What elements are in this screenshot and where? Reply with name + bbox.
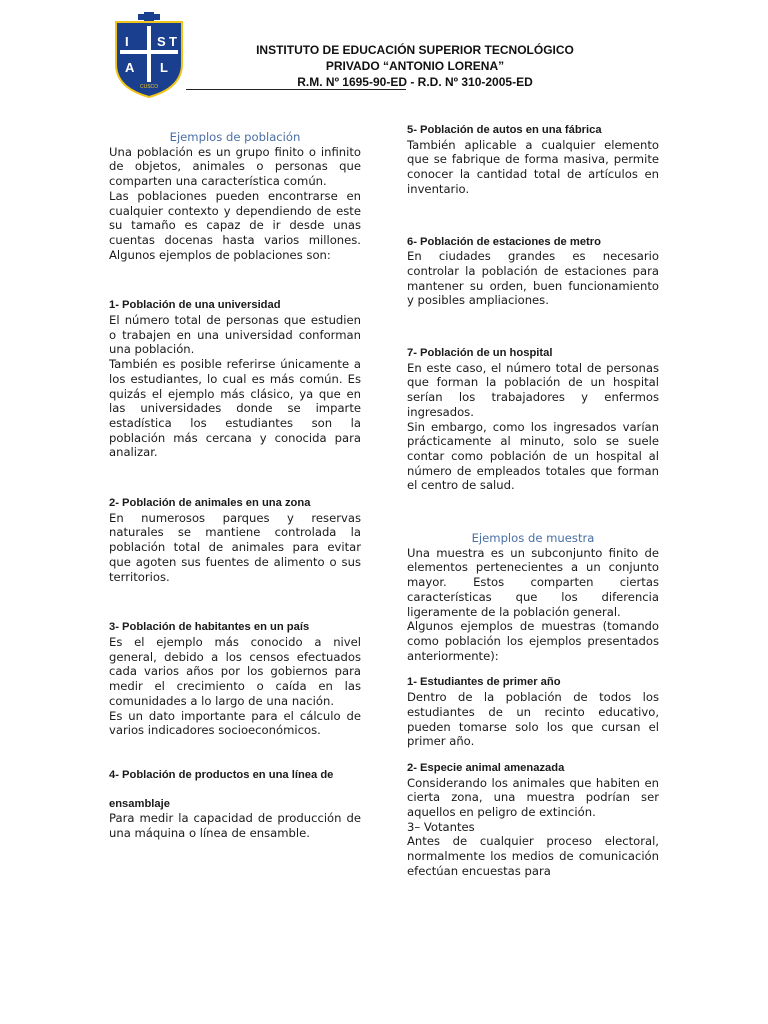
sample-paragraph-2: Algunos ejemplos de muestras (tomando como población los ejemplos presentados anteriormente): (407, 619, 659, 663)
section-4-heading-line-1: 4- Población de productos en una línea de (109, 768, 334, 781)
section-3-paragraph-1: Es el ejemplo más conocido a nivel general, debido a los censos efectuados cada varios años por los gobiernos para medir el crecimiento o caída en las comunidades a lo largo de una nación. (109, 634, 361, 708)
section-1-paragraph-2: También es posible referirse únicamente a los estudiantes, lo cual es más común. Es quizás el ejemplo más clásico, ya que en las universidades donde se imparte estadística los estudiantes son la población más cercana y conocida para analizar. (109, 357, 361, 460)
sample-2-heading: 2- Especie animal amenazada (407, 761, 565, 774)
population-intro-1: Una población es un grupo finito o infinito de objetos, animales o personas que comparten una característica común. (109, 144, 361, 189)
section-3-heading: 3- Población de habitantes en un país (109, 621, 310, 634)
section-1-paragraph-1: El número total de personas que estudien o trabajen en una universidad conforman una población. (109, 313, 361, 357)
population-intro-2: Las poblaciones pueden encontrarse en cualquier contexto y dependiendo de este su tamaño es capaz de ir desde unas cuentas docenas hasta varios millones. Algunos ejemplos de poblaciones son: (109, 188, 361, 262)
logo-letter-t: T (169, 34, 177, 49)
sample-title: Ejemplos de muestra (471, 531, 595, 546)
logo-letter-s: S (157, 34, 166, 49)
logo-letter-a: A (125, 60, 135, 75)
section-4-heading-line-2: ensamblaje (109, 797, 170, 810)
logo-letter-i: I (125, 34, 129, 49)
section-3-paragraph-2: Es un dato importante para el cálculo de varios indicadores socioeconómicos. (109, 708, 361, 738)
section-7-paragraph-2: Sin embargo, como los ingresados varían prácticamente al minuto, solo se suele contar como población de un hospital al número de empleados totales que forman el centro de salud. (407, 419, 659, 493)
sample-3-heading: 3– Votantes (407, 819, 475, 834)
section-7-paragraph-1: En este caso, el número total de personas que forman la población de un hospital serían los trabajadores y enfermos ingresados. (407, 360, 659, 419)
header-line-3: R.M. Nº 1695-90-ED - R.D. Nº 310-2005-ED (297, 75, 533, 89)
section-2-paragraph: En numerosos parques y reservas naturales se mantiene controlada la población total de animales para evitar que agoten sus fuentes de alimento o sus territorios. (109, 510, 361, 584)
section-2-heading: 2- Población de animales en una zona (109, 497, 311, 510)
logo-small-text: CUSCO (139, 84, 159, 90)
left-column (109, 130, 361, 841)
sample-paragraph-1: Una muestra es un subconjunto finito de elementos pertenecientes a un conjunto mayor. Estos comparten ciertas características que los diferencia ligeramente de la población general. (407, 545, 659, 619)
section-5-paragraph: También aplicable a cualquier elemento que se fabrique de forma masiva, permite conocer la cantidad total de artículos en inventario. (407, 137, 659, 196)
section-6-heading: 6- Población de estaciones de metro (407, 235, 601, 248)
section-4-paragraph: Para medir la capacidad de producción de una máquina o línea de ensamble. (109, 811, 361, 841)
header-line-1: INSTITUTO DE EDUCACIÓN SUPERIOR TECNOLÓGICO (256, 43, 574, 57)
logo-letter-l: L (160, 60, 168, 75)
section-5-heading: 5- Población de autos en una fábrica (407, 124, 602, 136)
sample-2-paragraph: Considerando los animales que habiten en cierta zona, una muestra podrían ser aquellos en peligro de extinción. (407, 775, 659, 820)
sample-1-paragraph: Dentro de la población de todos los estudiantes de un recinto educativo, pueden tomarse solo los que cursan el primer año. (407, 690, 659, 749)
right-column (407, 123, 659, 879)
population-title: Ejemplos de población (169, 130, 301, 144)
sample-3-paragraph: Antes de cualquier proceso electoral, normalmente los medios de comunicación efectúan encuestas para (407, 834, 659, 878)
sample-1-heading: 1- Estudiantes de primer año (407, 676, 561, 689)
section-1-heading: 1- Población de una universidad (109, 299, 281, 312)
section-6-paragraph: En ciudades grandes es necesario controlar la población de estaciones para mantener su orden, buen funcionamiento y posibles ampliaciones. (407, 249, 659, 308)
section-7-heading: 7- Población de un hospital (407, 347, 553, 360)
header-line-2: PRIVADO “ANTONIO LORENA” (325, 59, 505, 73)
header-rule (186, 89, 406, 90)
